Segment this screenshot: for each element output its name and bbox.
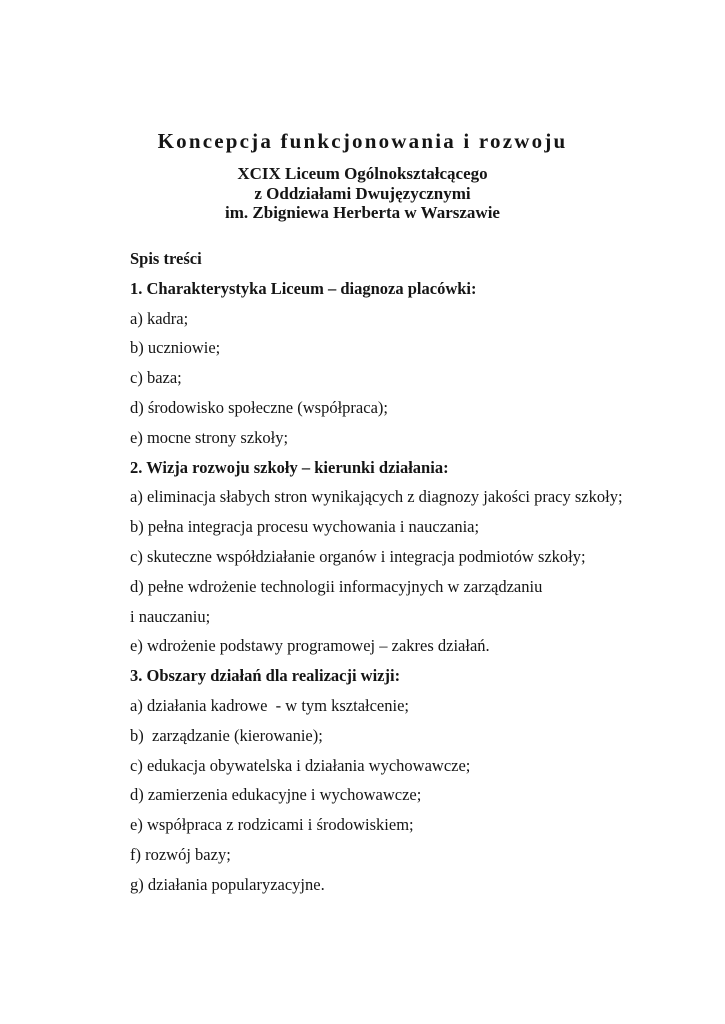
toc-item-3c: c) edukacja obywatelska i działania wychowawcze; <box>130 755 471 775</box>
document-subtitle <box>0 164 725 223</box>
toc-item-3a: a) działania kadrowe - w tym kształcenie; <box>130 695 410 715</box>
toc-item-2a: a) eliminacja słabych stron wynikających z diagnozy jakości pracy szkoły; <box>130 487 623 507</box>
toc-item-2d: d) pełne wdrożenie technologii informacyjnych w zarządzaniu <box>130 576 543 596</box>
toc-section-1: 1. Charakterystyka Liceum – diagnoza placówki: <box>130 278 477 298</box>
document-title: Koncepcja funkcjonowania i rozwoju <box>157 129 568 153</box>
toc-item-2c: c) skuteczne współdziałanie organów i integracja podmiotów szkoły; <box>130 546 586 566</box>
toc-item-3e: e) współpraca z rodzicami i środowiskiem; <box>130 815 414 835</box>
toc-item-1d: d) środowisko społeczne (współpraca); <box>130 397 388 417</box>
toc-item-3d: d) zamierzenia edukacyjne i wychowawcze; <box>130 785 422 805</box>
toc-item-3b: b) zarządzanie (kierowanie); <box>130 725 323 745</box>
toc-section-2: 2. Wizja rozwoju szkoły – kierunki działania: <box>130 457 449 477</box>
table-of-contents <box>130 244 670 900</box>
toc-item-2e: e) wdrożenie podstawy programowej – zakres działań. <box>130 636 490 656</box>
subtitle-line: z Oddziałami Dwujęzycznymi <box>254 183 471 203</box>
toc-item-1b: b) uczniowie; <box>130 338 221 358</box>
toc-heading: Spis treści <box>130 249 202 268</box>
toc-section-3: 3. Obszary działań dla realizacji wizji: <box>130 666 401 686</box>
subtitle-line: im. Zbigniewa Herberta w Warszawie <box>225 203 500 222</box>
toc-item-2b: b) pełna integracja procesu wychowania i nauczania; <box>130 517 480 537</box>
toc-item-3f: f) rozwój bazy; <box>130 844 231 864</box>
subtitle-line: XCIX Liceum Ogólnokształcącego <box>237 164 488 183</box>
toc-item-1e: e) mocne strony szkoły; <box>130 427 289 447</box>
toc-item-3g: g) działania popularyzacyjne. <box>130 874 325 894</box>
toc-item-1c: c) baza; <box>130 368 182 388</box>
toc-item-1a: a) kadra; <box>130 308 189 328</box>
toc-item-2d-cont: i nauczaniu; <box>130 606 211 626</box>
